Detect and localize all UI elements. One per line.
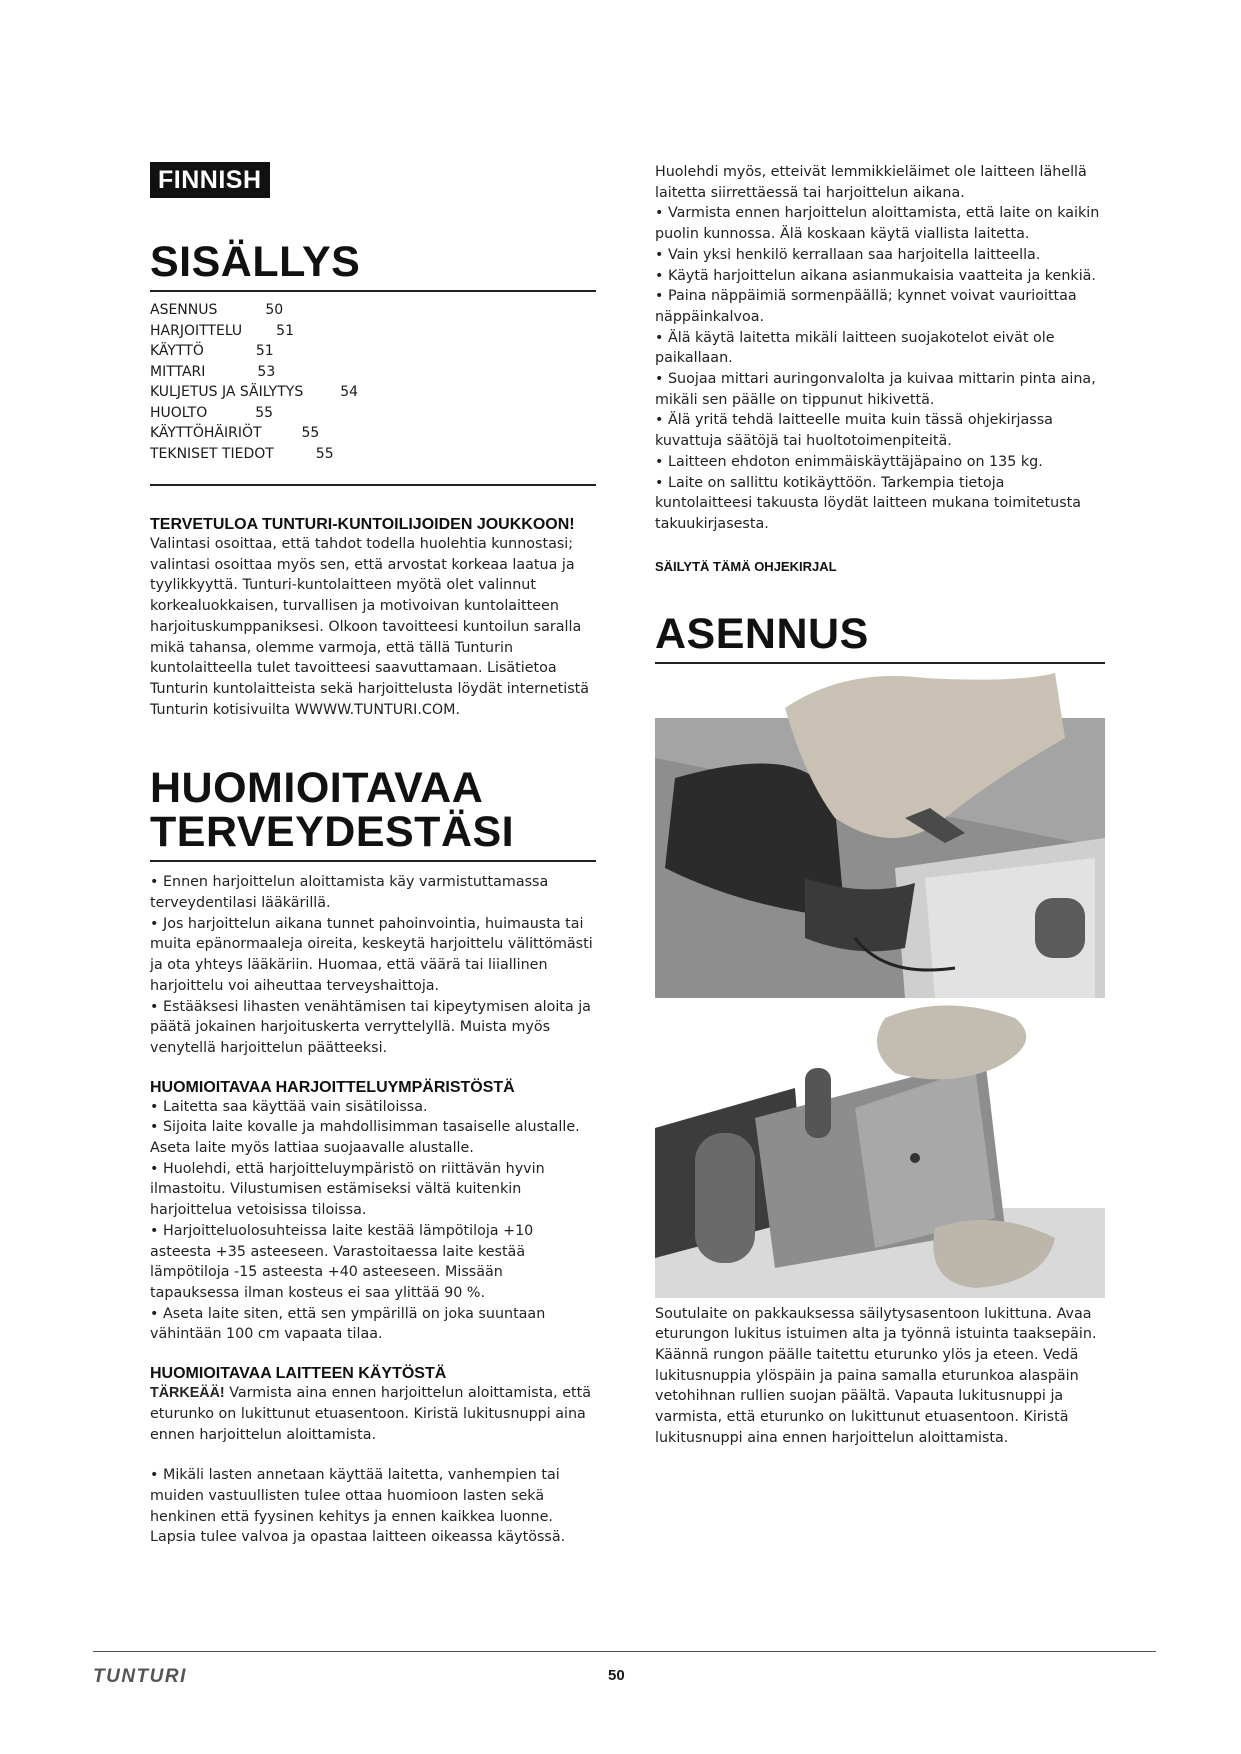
assembly-title: ASENNUS (655, 612, 1105, 664)
list-item: • Laitteen ehdoton enimmäiskäyttäjäpaino on 135 kg. (655, 453, 1043, 470)
list-item: • Laite on sallittu kotikäyttöön. Tarkempia tietoja kuntolaitteesi takuusta löydät laitteen mukana toimitetusta takuukirjasesta. (655, 474, 1082, 532)
list-item: • Sijoita laite kovalle ja mahdollisimman tasaiselle alustalle. Aseta laite myös lattiaa suojaavalle alustalle. (150, 1119, 580, 1157)
left-column (150, 162, 596, 1548)
environment-bullets (150, 1097, 596, 1345)
toc-item[interactable]: ASENNUS 50 (150, 302, 284, 318)
usage-heading: HUOMIOITAVAA LAITTEEN KÄYTÖSTÄ (150, 1365, 447, 1383)
safety-bullets (655, 203, 1105, 534)
welcome-heading: TERVETULOA TUNTURI-KUNTOILIJOIDEN JOUKKOON! (150, 516, 575, 533)
list-item: • Älä yritä tehdä laitteelle muita kuin tässä ohjekirjassa kuvattuja säätöjä tai huoltotoimenpiteitä. (655, 412, 1053, 450)
important-text: Varmista aina ennen harjoittelun aloittamista, että eturunko on lukittunut etuasentoon. Kiristä lukitusnuppi aina ennen harjoittelun aloittamista. (150, 1385, 591, 1443)
toc-item[interactable]: MITTARI 53 (150, 363, 276, 380)
list-item: • Laitetta saa käyttää vain sisätiloissa. (150, 1098, 428, 1115)
toc-item[interactable]: TEKNISET TIEDOT 55 (150, 445, 334, 462)
list-item: • Huolehdi, että harjoitteluympäristö on riittävän hyvin ilmastoitu. Vilustumisen estämiseksi vältä kuitenkin harjoittelua vetoisissa tiloissa. (150, 1160, 545, 1219)
front-frame-photo (655, 998, 1105, 1298)
toc-item[interactable]: HUOLTO 55 (150, 404, 274, 421)
assembly-text: Soutulaite on pakkauksessa säilytysasentoon lukittuna. Avaa eturungon lukitus istuimen alta ja työnnä istuinta taaksepäin. Käännä rungon päälle taitettu eturunko ylös ja eteen. Vedä lukitusnuppia ylöspäin ja paina samalla eturunkoa alaspäin vetohihnan rullien suojan päältä. Vapauta lukitusnuppi ja varmista, että eturunko on lukittunut etuasentoon. Kiristä lukitusnuppi aina ennen harjoittelun aloittamista. (655, 1305, 1097, 1446)
list-item: • Harjoitteluolosuhteissa laite kestää lämpötiloja +10 asteesta +35 asteeseen. Varastoitaessa laite kestää lämpötiloja -15 asteesta +40 asteeseen. Missään tapauksessa ilman kosteus ei saa ylittää 90 %. (150, 1222, 534, 1301)
toc-item[interactable]: KÄYTTÖ 51 (150, 343, 274, 359)
welcome-text: Valintasi osoittaa, että tahdot todella huolehtia kunnostasi; valintasi osoittaa myös sen, että arvostat korkeaa laatua ja tyylikkyyttä. Tunturi-kuntolaitteen myötä olet valinnut korkealuokkaisen, turvallisen ja motivoivan kuntolaitteen harjoituskumppaniksesi. Olkoon tavoitteesi kuntoilun saralla mikä tahansa, olemme varmoja, että tällä Tunturin kuntolaitteella tulet tavoitteesi saavuttamaan. Lisätietoa Tunturin kuntolaitteista sekä harjoittelusta löydät internetistä Tunturin kotisivuilta WWWW.TUNTURI.COM. (150, 536, 590, 718)
list-item: • Varmista ennen harjoittelun aloittamista, että laite on kaikin puolin kunnossa. Älä koskaan käytä viallista laitetta. (655, 205, 1100, 243)
list-item: • Älä käytä laitetta mikäli laitteen suojakotelot eivät ole paikallaan. (655, 329, 1055, 367)
language-badge: FINNISH (150, 162, 270, 198)
toc-item[interactable]: HARJOITTELU 51 (150, 322, 294, 339)
important-label: TÄRKEÄÄ! (150, 1385, 225, 1402)
footer-divider (93, 1651, 1156, 1652)
list-item: • Vain yksi henkilö kerrallaan saa harjoitella laitteella. (655, 246, 1041, 263)
pets-note: Huolehdi myös, etteivät lemmikkieläimet ole laitteen lähellä laitetta siirrettäessä tai harjoittelun aikana. (655, 164, 1087, 201)
assembly-photo-1 (655, 668, 1105, 998)
brand-logo: TUNTURI (93, 1666, 187, 1687)
list-item: • Aseta laite siten, että sen ympärillä on joka suuntaan vähintään 100 cm vapaata tilaa. (150, 1305, 546, 1343)
contents-title: SISÄLLYS (150, 240, 596, 292)
list-item: • Ennen harjoittelun aloittamista käy varmistuttamassa terveydentilasi lääkärillä. (150, 874, 549, 912)
health-title: HUOMIOITAVAA TERVEYDESTÄSI (150, 766, 596, 862)
list-item: • Jos harjoittelun aikana tunnet pahoinvointia, huimausta tai muita epänormaaleja oireita, keskeytä harjoittelu välittömästi ja ota yhteys lääkäriin. Huomaa, että väärä tai liiallinen harjoittelu voi aiheuttaa terveyshaittoja. (150, 915, 593, 994)
right-column (655, 162, 1105, 1449)
keep-manual-note: SÄILYTÄ TÄMÄ OHJEKIRJAL (655, 558, 837, 574)
section-divider (150, 484, 596, 486)
children-note: • Mikäli lasten annetaan käyttää laitetta, vanhempien tai muiden vastuullisten tulee ottaa huomioon lasten sekä henkinen että fyysinen kehitys ja ennen kaikkea luonne. Lapsia tulee valvoa ja opastaa laitteen oikeassa käytössä. (150, 1467, 566, 1546)
list-item: • Suojaa mittari auringonvalolta ja kuivaa mittarin pinta aina, mikäli sen päälle on tippunut hikivettä. (655, 371, 1096, 408)
toc-item[interactable]: KÄYTTÖHÄIRIÖT 55 (150, 425, 320, 441)
list-item: • Käytä harjoittelun aikana asianmukaisia vaatteita ja kenkiä. (655, 267, 1096, 284)
health-bullets (150, 872, 596, 1058)
page-number: 50 (608, 1667, 625, 1684)
usage-important (150, 1383, 596, 1445)
table-of-contents (150, 300, 596, 464)
environment-heading: HUOMIOITAVAA HARJOITTELUYMPÄRISTÖSTÄ (150, 1078, 515, 1096)
list-item: • Estääksesi lihasten venähtämisen tai kipeytymisen aloita ja päätä jokainen harjoituskerta verryttelyllä. Muista myös venytellä harjoittelun päätteeksi. (150, 998, 591, 1056)
toc-item[interactable]: KULJETUS JA SÄILYTYS 54 (150, 384, 359, 400)
rower-seat-photo (655, 668, 1105, 998)
assembly-photo-2 (655, 998, 1105, 1298)
list-item: • Paina näppäimiä sormenpäällä; kynnet voivat vaurioittaa näppäinkalvoa. (655, 288, 1077, 325)
